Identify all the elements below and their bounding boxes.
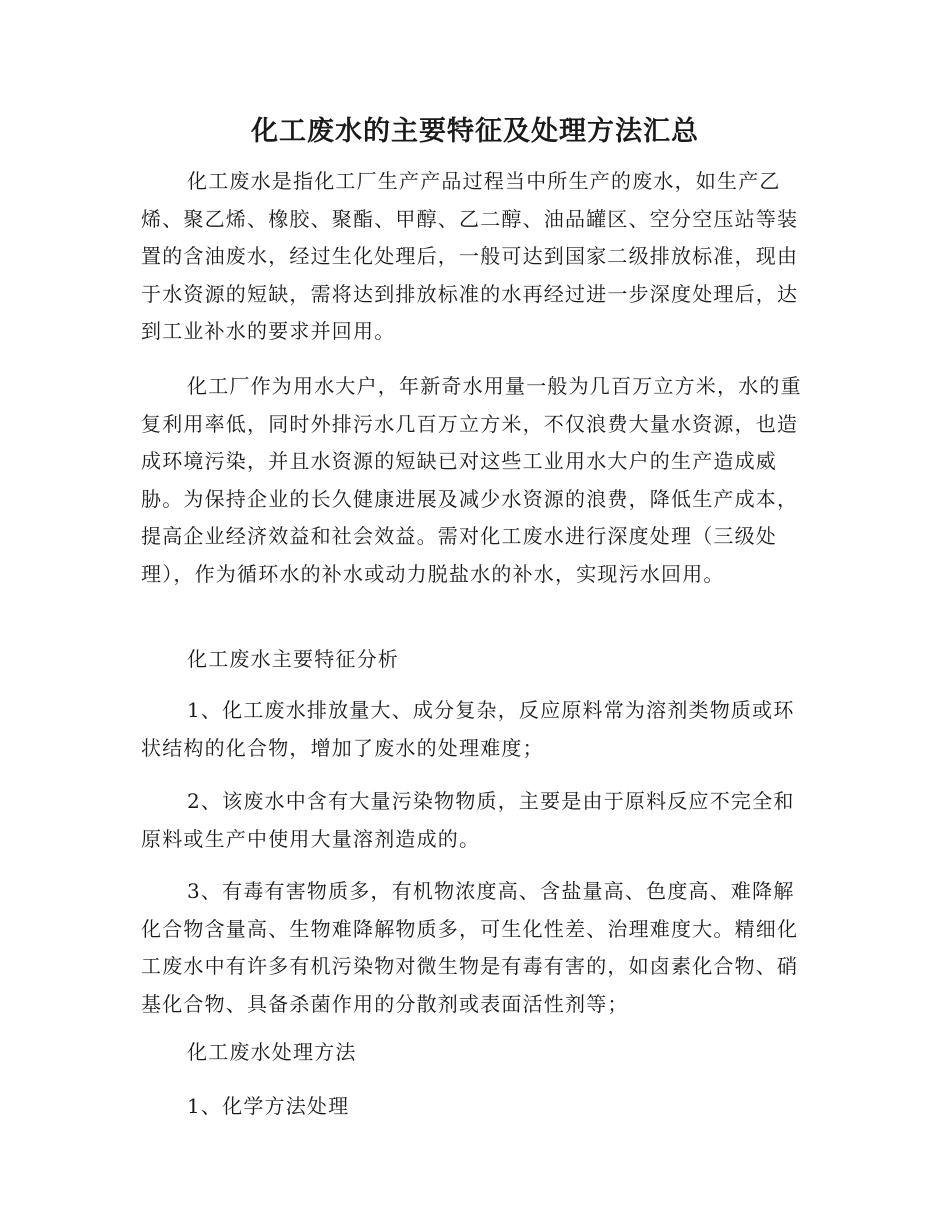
feature-item-1: 1、化工废水排放量大、成分复杂，反应原料常为溶剂类物质或环状结构的化合物，增加了废水的处理难度； — [141, 698, 795, 760]
method-item-1: 1、化学方法处理 — [187, 1094, 350, 1118]
feature-item-3: 3、有毒有害物质多，有机物浓度高、含盐量高、色度高、难降解化合物含量高、生物难降解物质多，可生化性差、治理难度大。精细化工废水中有许多有机污染物对微生物是有毒有害的，如卤素化合物、硝基化合物、具备杀菌作用的分散剂或表面活性剂等； — [141, 879, 799, 1016]
section-heading-methods: 化工废水处理方法 — [187, 1040, 357, 1064]
paragraph-intro: 化工废水是指化工厂生产产品过程当中所生产的废水，如生产乙烯、聚乙烯、橡胶、聚酯、甲醇、乙二醇、油品罐区、空分空压站等装置的含油废水，经过生化处理后，一般可达到国家二级排放标准，现由于水资源的短缺，需将达到排放标准的水再经过进一步深度处理后，达到工业补水的要求并回用。 — [141, 169, 799, 344]
feature-item-2: 2、该废水中含有大量污染物物质，主要是由于原料反应不完全和原料或生产中使用大量溶剂造成的。 — [141, 789, 795, 851]
section-heading-features: 化工废水主要特征分析 — [187, 647, 399, 671]
document-title: 化工废水的主要特征及处理方法汇总 — [251, 116, 699, 147]
paragraph-background: 化工厂作为用水大户，年新奇水用量一般为几百万立方米，水的重复利用率低，同时外排污水几百万立方米，不仅浪费大量水资源，也造成环境污染，并且水资源的短缺已对这些工业用水大户的生产造成威胁。为保持企业的长久健康进展及减少水资源的浪费，降低生产成本，提高企业经济效益和社会效益。需对化工废水进行深度处理（三级处理），作为循环水的补水或动力脱盐水的补水，实现污水回用。 — [141, 374, 802, 586]
